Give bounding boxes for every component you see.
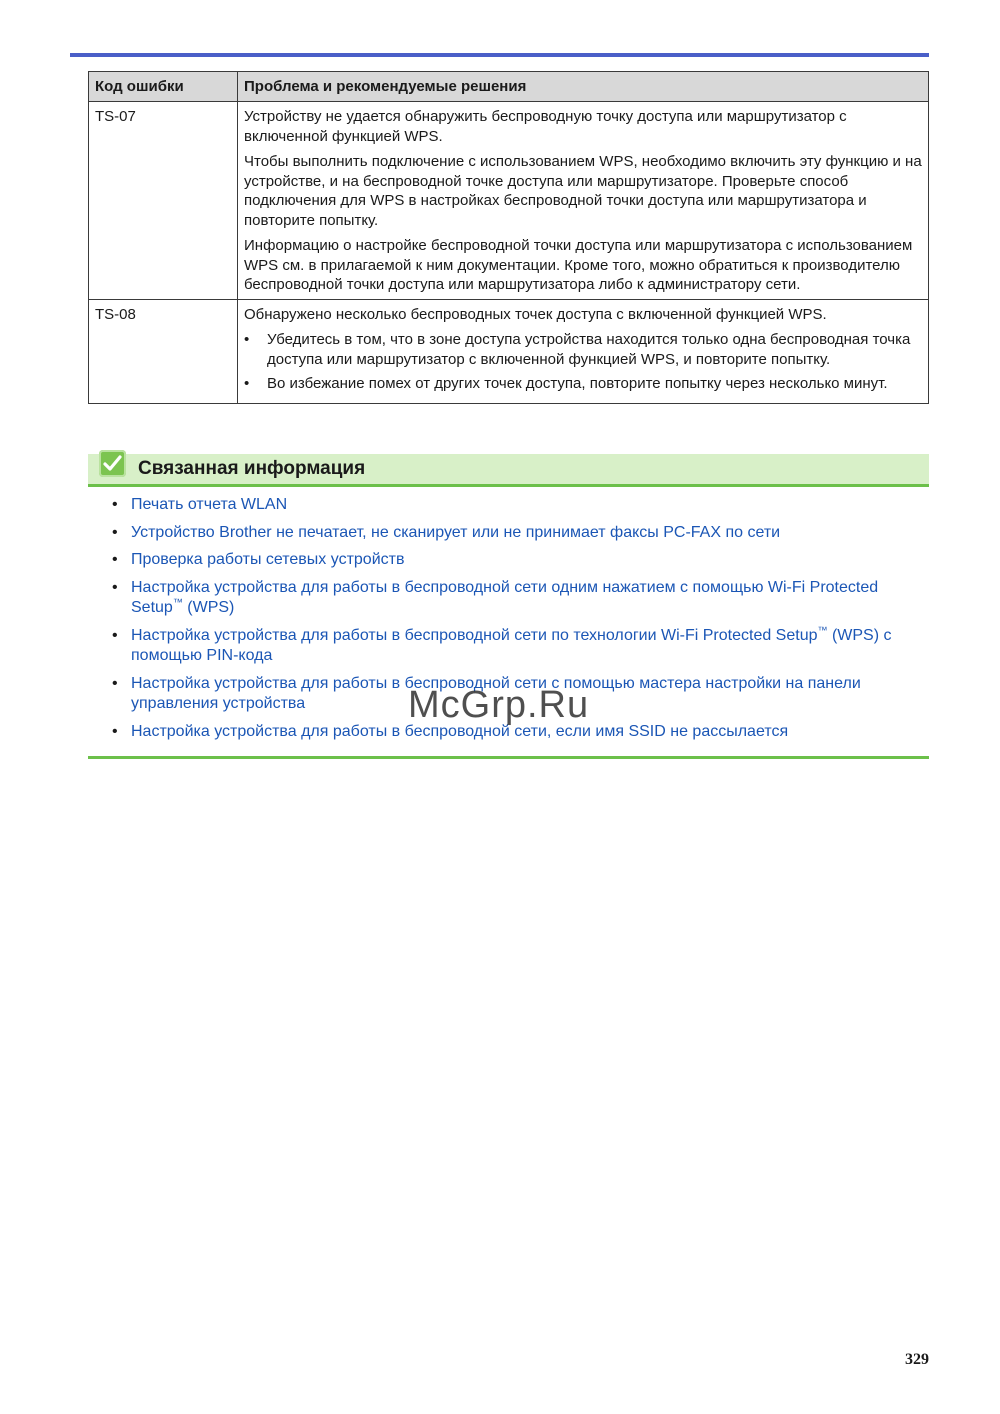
- solution-paragraph: Устройству не удается обнаружить беспроводную точку доступа или маршрутизатор с включенной функцией WPS.: [244, 108, 847, 145]
- list-item: [112, 523, 922, 544]
- header-problem: Проблема и рекомендуемые решения: [238, 72, 929, 102]
- related-link[interactable]: Настройка устройства для работы в беспроводной сети, если имя SSID не рассылается: [131, 722, 789, 740]
- top-rule: [70, 53, 929, 57]
- solution-cell: [238, 102, 929, 300]
- error-code-cell: TS-08: [89, 299, 238, 403]
- page-number: 329: [905, 1351, 929, 1368]
- related-link-wps[interactable]: [131, 579, 878, 617]
- header-error-code: Код ошибки: [89, 72, 238, 102]
- solution-cell: [238, 299, 929, 403]
- table-row: [89, 102, 929, 300]
- error-table: [88, 71, 929, 404]
- link-text: Настройка устройства для работы в беспроводной сети одним нажатием с помощью Wi-Fi Protected Setup: [131, 578, 879, 616]
- link-text: Настройка устройства для работы в беспроводной сети по технологии Wi-Fi Protected Setup: [131, 626, 818, 644]
- table-row: [89, 299, 929, 403]
- trademark-mark: ™: [817, 625, 828, 637]
- related-link[interactable]: Устройство Brother не печатает, не сканирует или не принимает факсы PC-FAX по сети: [131, 523, 781, 541]
- list-item: [112, 578, 922, 619]
- list-item: [112, 626, 922, 667]
- table-header-row: [89, 72, 929, 102]
- bottom-rule: [88, 756, 929, 759]
- error-code-cell: TS-07: [89, 102, 238, 300]
- related-link[interactable]: Печать отчета WLAN: [131, 496, 288, 513]
- solution-paragraph: Информацию о настройке беспроводной точки доступа или маршрутизатора с использованием WPS см. в прилагаемой к ним документации. Кроме того, можно обратиться к производителю беспроводной точки доступа или маршрутизатора либо к администратору сети.: [244, 237, 913, 293]
- list-item: [112, 550, 922, 571]
- related-info-title: Связанная информация: [138, 458, 366, 479]
- solution-bullet: • Убедитесь в том, что в зоне доступа устройства находится только одна беспроводная точка доступа или маршрутизатор с включенной функцией WPS, и повторите попытку.: [244, 330, 922, 369]
- related-info-header: [88, 454, 929, 487]
- solution-paragraph: Чтобы выполнить подключение с использованием WPS, необходимо включить эту функцию и на устройстве, и на беспроводной точке доступа или маршрутизаторе. Проверьте способ подключения для WPS в настройках беспроводной точки доступа или маршрутизатора и повторите попытку.: [244, 153, 922, 229]
- solution-bullets: [244, 330, 922, 394]
- solution-paragraph: Обнаружено несколько беспроводных точек доступа с включенной функцией WPS.: [244, 305, 827, 323]
- related-link-wps-pin[interactable]: [131, 627, 892, 665]
- related-link[interactable]: Настройка устройства для работы в беспроводной сети с помощью мастера настройки на панели управления устройства: [131, 674, 861, 712]
- link-text: (WPS) с помощью PIN-кода: [131, 626, 892, 664]
- solution-bullet: • Во избежание помех от других точек доступа, повторите попытку через несколько минут.: [244, 374, 922, 394]
- related-link[interactable]: Проверка работы сетевых устройств: [131, 551, 405, 568]
- link-text: (WPS): [182, 599, 235, 616]
- list-item: [112, 495, 922, 516]
- checkmark-icon: [99, 450, 126, 477]
- watermark: McGrp.Ru: [408, 684, 590, 726]
- trademark-mark: ™: [172, 597, 183, 609]
